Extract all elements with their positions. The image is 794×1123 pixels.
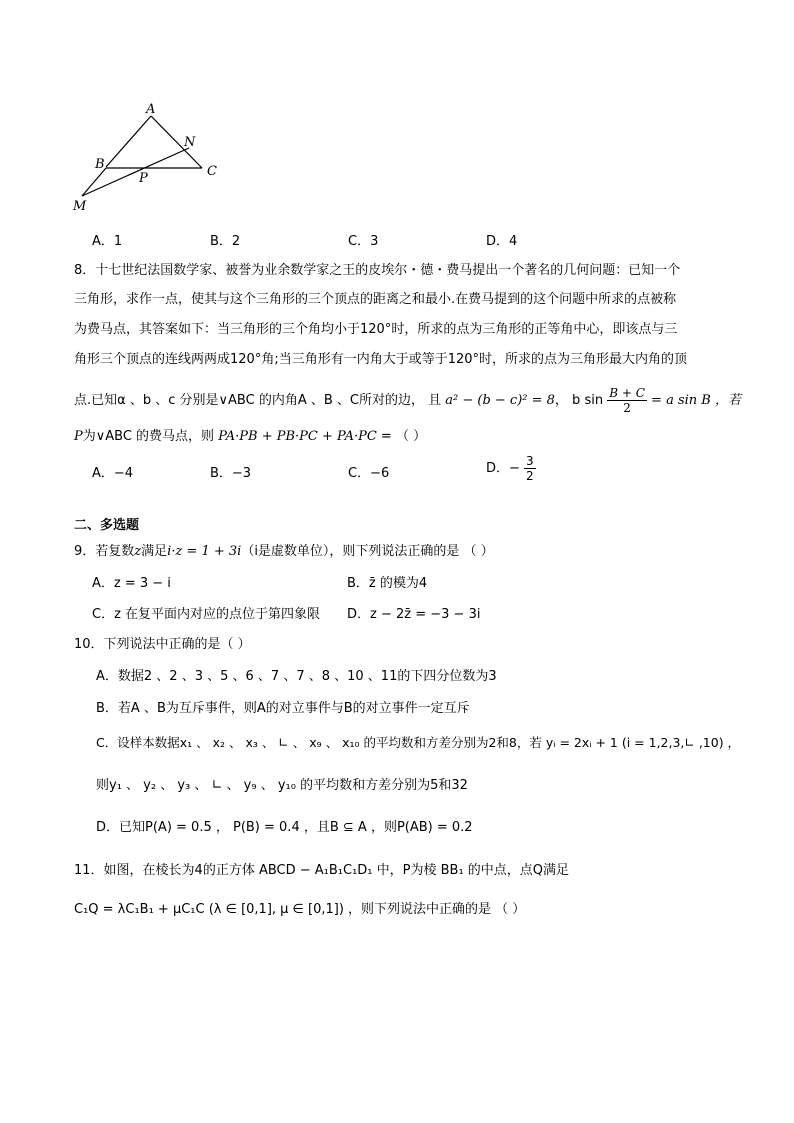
label-P: P	[139, 171, 148, 186]
q8-line-5-a: 点.已知	[74, 393, 118, 408]
q8-line-2: 三角形，求作一点，使其与这个三角形的三个顶点的距离之和最小.在费马提到的这个问题中所求的点被称	[74, 292, 677, 307]
q9-var-z: z	[134, 544, 142, 559]
q8-fraction-num: B + C	[609, 386, 645, 400]
segment-AB	[106, 116, 151, 167]
segment-MB	[82, 168, 106, 196]
q8-line-6-b: 为∨ABC 的费马点，则	[82, 429, 215, 444]
q10-option-c-line-1[interactable]: C．设样本数据x₁ 、 x₂ 、 x₃ 、 ∟ 、 x₉ 、 x₁₀ 的平均数和方差分别为2和8，若 yᵢ = 2xᵢ + 1 (i = 1,2,3,∟ ,10) ，	[96, 735, 741, 750]
q8-fraction-den: 2	[623, 401, 631, 415]
q10-option-b[interactable]: B．若A 、B为互斥事件，则A的对立事件与B的对立事件一定互斥	[96, 701, 470, 716]
q8-line-6	[74, 425, 426, 444]
q8-condition-2: = a sin B ，若	[646, 393, 741, 408]
q10-option-d[interactable]: D．已知P(A) = 0.5 ， P(B) = 0.4 ，且B ⊆ A ，则P(AB) = 0.2	[96, 820, 473, 835]
segment-MN	[82, 148, 189, 196]
q8-line-3: 为费马点，其答案如下：当三角形的三个角均小于120°时，所求的点为三角形的正等角中心，即该点与三	[74, 322, 678, 337]
q8-answer-blank: = （ ）	[376, 429, 427, 444]
q7-option-a[interactable]: A．1	[92, 234, 123, 249]
q8-line-5	[74, 386, 741, 415]
q8-option-d[interactable]	[486, 454, 536, 483]
q10-option-c-line-2: 则y₁ 、 y₂ 、 y₃ 、 ∟ 、 y₉ 、 y₁₀ 的平均数和方差分别为5和32	[96, 778, 468, 793]
q8-option-d-label: D．−	[486, 461, 520, 476]
q9-stem-e: （i是虚数单位），则下列说法正确的是 （ ）	[241, 544, 494, 559]
q8-line-1: 8．十七世纪法国数学家、被誉为业余数学家之王的皮埃尔・德・费马提出一个著名的几何问题：已知一个	[74, 263, 681, 278]
q7-option-c[interactable]: C．3	[348, 234, 379, 249]
q8-condition-1: a² − (b − c)² = 8	[445, 393, 555, 408]
q8-line-5-d: ， b sin	[554, 393, 604, 408]
q8-option-d-fraction	[524, 454, 536, 483]
label-A: A	[146, 102, 156, 117]
q10-stem: 10．下列说法中正确的是（ ）	[74, 637, 251, 652]
q9-option-c[interactable]: C．z 在复平面内对应的点位于第四象限	[92, 607, 321, 622]
q8-line-5-b: α 、b 、c 分别是∨ABC 的内角A 、B 、C所对的边， 且	[117, 393, 442, 408]
q8-option-b[interactable]: B．−3	[210, 466, 252, 481]
q8-option-a[interactable]: A．−4	[92, 466, 134, 481]
q8-point-p: P	[74, 429, 83, 444]
q7-option-b[interactable]: B．2	[210, 234, 241, 249]
q8-vector-expression: PA·PB + PB·PC + PA·PC	[218, 429, 377, 444]
section-title-multiple-choice: 二、多选题	[74, 518, 140, 533]
q9-stem	[74, 540, 494, 559]
label-C: C	[207, 164, 217, 179]
q9-stem-a: 9．若复数	[74, 544, 135, 559]
geometry-figure	[70, 100, 230, 215]
q8-option-d-den: 2	[526, 469, 534, 483]
q7-option-d[interactable]: D．4	[486, 234, 518, 249]
q9-option-a[interactable]: A．z = 3 − i	[92, 576, 171, 591]
q11-line-2: C₁Q = λC₁B₁ + μC₁C (λ ∈ [0,1], μ ∈ [0,1]) ，则下列说法中正确的是 （ ）	[74, 902, 526, 917]
q10-option-a[interactable]: A．数据2 、2 、3 、5 、6 、7 、7 、8 、10 、11的下四分位数为3	[96, 669, 497, 684]
q11-line-1: 11．如图，在棱长为4的正方体 ABCD − A₁B₁C₁D₁ 中，P为棱 BB₁ 的中点，点Q满足	[74, 863, 570, 878]
q8-option-c[interactable]: C．−6	[348, 466, 390, 481]
q9-stem-c: 满足	[141, 544, 168, 559]
label-B: B	[95, 157, 105, 172]
q8-fraction	[607, 386, 647, 415]
q9-option-b[interactable]: B．z̄ 的模为4	[347, 576, 428, 591]
q8-line-4: 角形三个顶点的连线两两成120°角;当三角形有一内角大于或等于120°时，所求的点为三角形最大内角的顶	[74, 352, 688, 367]
label-M: M	[73, 199, 87, 214]
q8-option-d-num: 3	[526, 454, 534, 468]
q9-option-d[interactable]: D．z − 2z̄ = −3 − 3i	[347, 607, 481, 622]
q9-equation: i·z = 1 + 3i	[167, 544, 242, 559]
label-N: N	[184, 135, 196, 150]
